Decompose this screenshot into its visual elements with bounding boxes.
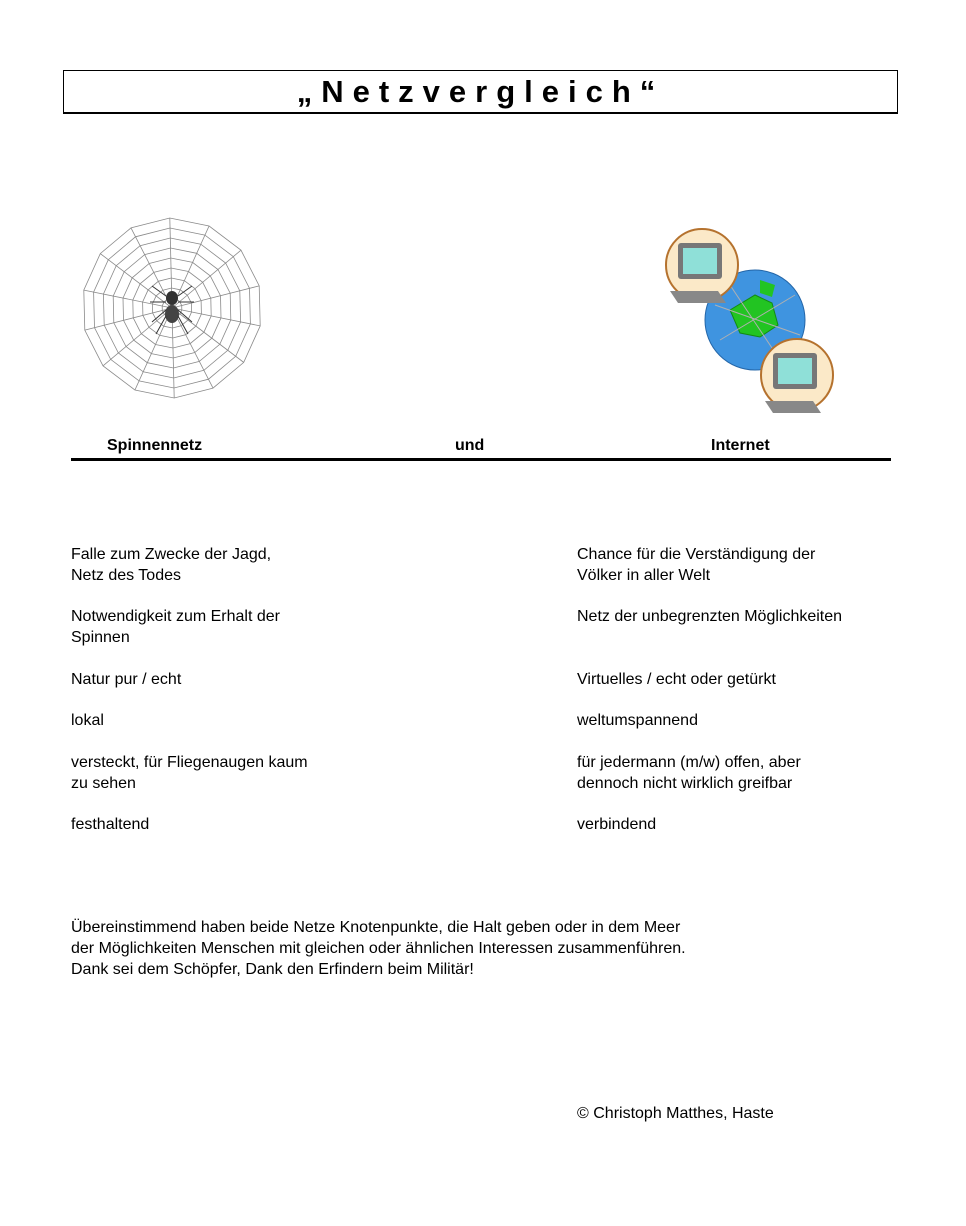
- spider-icon: [150, 286, 194, 334]
- column-headings: [71, 436, 891, 461]
- title-box: [63, 70, 898, 114]
- page-title: „Netzvergleich“: [296, 73, 665, 109]
- summary-line: Dank sei dem Schöpfer, Dank den Erfindern beim Militär!: [71, 961, 474, 978]
- spinnennetz-item: Natur pur / echt: [71, 671, 182, 688]
- summary-line: der Möglichkeiten Menschen mit gleichen oder ähnlichen Interessen zusammenführen.: [71, 940, 686, 957]
- copyright-notice: © Christoph Matthes, Haste: [577, 1105, 774, 1122]
- computer-icon-top: [666, 229, 738, 303]
- internet-item: für jedermann (m/w) offen, aber dennoch nicht wirklich greifbar: [577, 754, 801, 792]
- spinnennetz-item: Falle zum Zwecke der Jagd, Netz des Todes: [71, 546, 272, 584]
- internet-item: Netz der unbegrenzten Möglichkeiten: [577, 608, 843, 625]
- heading-spinnennetz: Spinnennetz: [107, 437, 203, 454]
- internet-item: verbindend: [577, 816, 657, 833]
- spinnennetz-item: versteckt, für Fliegenaugen kaum zu sehen: [71, 754, 308, 792]
- summary-line: Übereinstimmend haben beide Netze Knotenpunkte, die Halt geben oder in dem Meer: [71, 919, 681, 936]
- internet-item: Virtuelles / echt oder getürkt: [577, 671, 776, 688]
- internet-item: weltumspannend: [577, 712, 698, 729]
- spinnennetz-item: Notwendigkeit zum Erhalt der Spinnen: [71, 608, 280, 646]
- internet-item: Chance für die Verständigung der Völker in aller Welt: [577, 546, 816, 584]
- computer-icon-bottom: [761, 339, 833, 413]
- spinnennetz-item: lokal: [71, 712, 104, 729]
- internet-globe-computers-image: [660, 225, 840, 420]
- summary-paragraph: [71, 917, 791, 980]
- spinnennetz-item: festhaltend: [71, 816, 150, 833]
- spider-web-image: [80, 210, 270, 415]
- heading-und: und: [455, 437, 485, 454]
- heading-internet: Internet: [711, 437, 770, 454]
